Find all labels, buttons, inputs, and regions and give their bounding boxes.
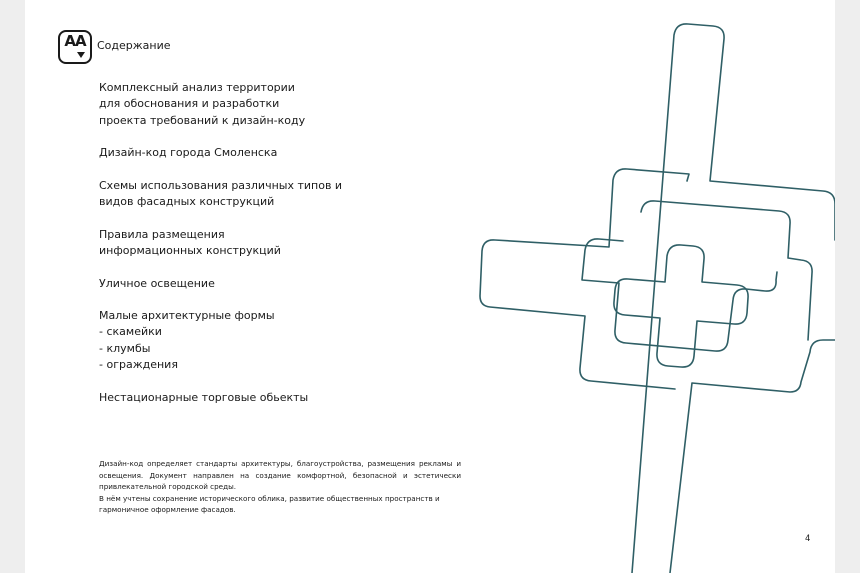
page-title: Содержание xyxy=(97,39,171,52)
inner-plus-outline xyxy=(614,245,748,367)
toc-line: Малые архитектурные формы xyxy=(99,309,275,323)
toc-line: - ограждения xyxy=(99,358,178,372)
document-page xyxy=(25,0,835,573)
toc-line: - скамейки xyxy=(99,325,162,339)
toc-line: Комплексный анализ территории xyxy=(99,81,295,94)
toc-line: Правила размещения xyxy=(99,227,225,241)
description-paragraph: В нём учтены сохранение исторического облика, развитие общественных пространств и гармоничное оформление фасадов. xyxy=(99,493,440,514)
toc-line: Уличное освещение xyxy=(99,276,215,290)
logo-mark: АА xyxy=(64,32,86,50)
description-paragraph: Дизайн-код определяет стандарты архитектуры, благоустройства, размещения рекламы и освещения. Документ направлен на создание комфортной, безопасной и эстетически привлекательной городской среды. xyxy=(99,459,461,491)
toc-line: проекта требований к дизайн-коду xyxy=(99,113,306,127)
page-number: 4 xyxy=(805,534,811,544)
toc-line: Схемы использования различных типов и xyxy=(99,178,343,192)
toc-line: - клумбы xyxy=(99,341,151,355)
toc-line: видов фасадных конструкций xyxy=(99,195,275,209)
toc-line: информационных конструкций xyxy=(99,243,281,257)
toc-line: для обоснования и разработки xyxy=(99,97,280,111)
cross-maze-graphic xyxy=(25,0,835,573)
toc-line: Нестационарные торговые обьекты xyxy=(99,390,309,404)
toc-line: Дизайн-код города Смоленска xyxy=(99,146,278,160)
